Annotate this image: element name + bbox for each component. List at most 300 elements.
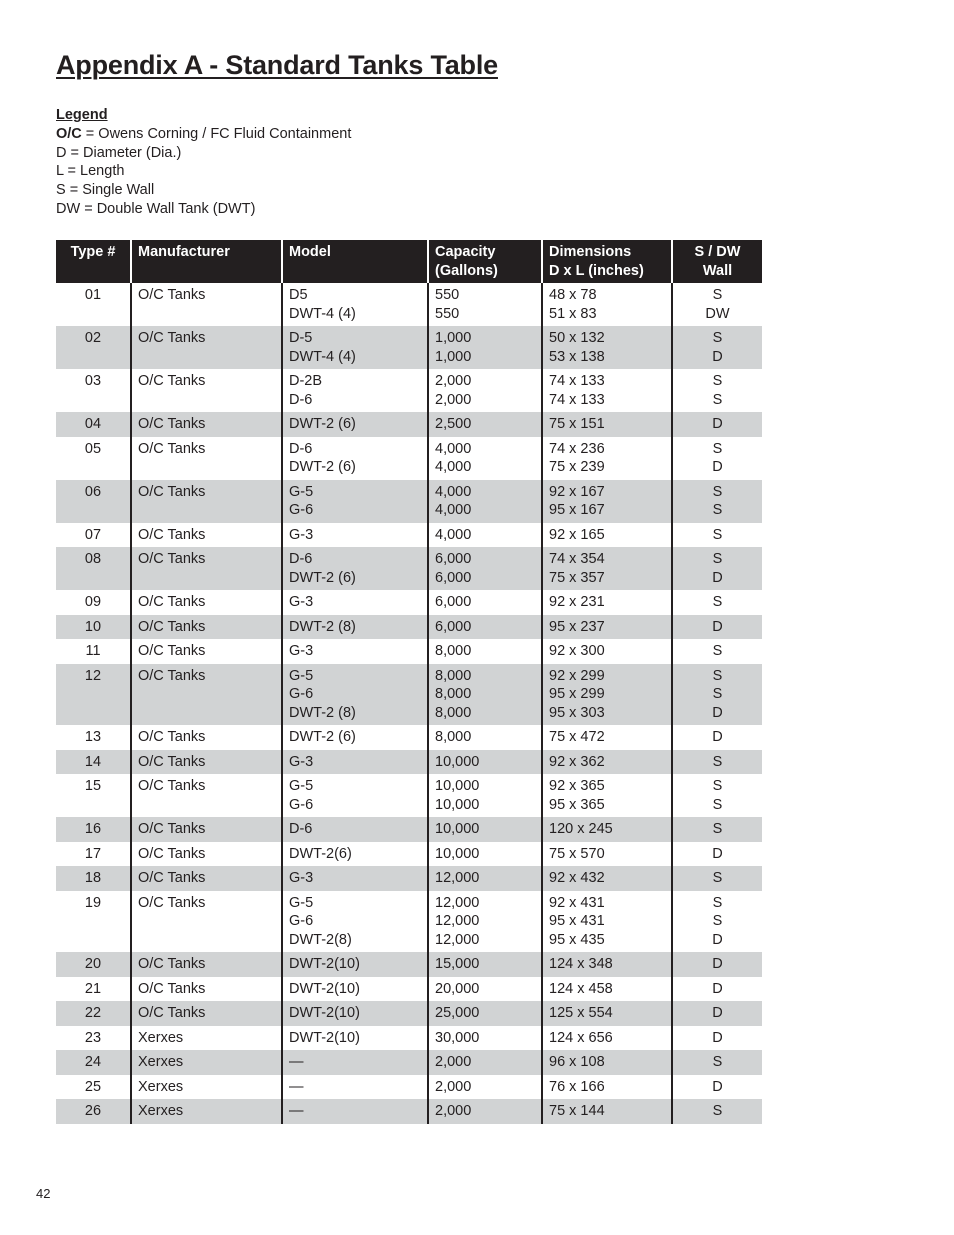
- table-row: [56, 817, 762, 842]
- cell-dimensions-line: 92 x 300: [549, 643, 605, 659]
- header-model: [282, 240, 428, 283]
- cell-manufacturer: O/C Tanks: [131, 866, 282, 891]
- cell-model-line: G-5: [289, 667, 314, 684]
- cell-model: [282, 725, 428, 750]
- header-line: Capacity: [435, 244, 496, 260]
- cell-dimensions-line: 76 x 166: [549, 1078, 605, 1095]
- cell-model: [282, 1026, 428, 1051]
- cell-wall-line: S: [712, 526, 723, 543]
- cell-model-line: —: [289, 1078, 304, 1095]
- cell-dimensions-line: 124 x 348: [549, 956, 613, 972]
- cell-wall: [672, 369, 762, 412]
- header-type: [56, 240, 131, 283]
- cell-model-line: G-3: [289, 643, 314, 659]
- cell-capacity: [428, 523, 542, 548]
- cell-wall-line: S: [712, 330, 723, 346]
- cell-capacity: [428, 977, 542, 1002]
- table-row: [56, 412, 762, 437]
- cell-model: [282, 547, 428, 590]
- cell-capacity-line: 2,000: [435, 1078, 472, 1095]
- cell-manufacturer: Xerxes: [131, 1099, 282, 1124]
- cell-model-line: DWT-4 (4): [289, 305, 356, 322]
- cell-capacity-line: 2,000: [435, 1054, 472, 1070]
- cell-manufacturer: O/C Tanks: [131, 977, 282, 1002]
- cell-capacity-line: 10,000: [435, 796, 480, 813]
- cell-wall-line: S: [712, 502, 723, 518]
- cell-model: [282, 615, 428, 640]
- cell-manufacturer: O/C Tanks: [131, 412, 282, 437]
- cell-wall-line: S: [712, 483, 723, 500]
- cell-dimensions-line: 92 x 167: [549, 483, 605, 500]
- cell-dimensions-line: 92 x 432: [549, 870, 605, 886]
- cell-dimensions-line: 124 x 656: [549, 1029, 613, 1046]
- cell-wall: [672, 437, 762, 480]
- cell-wall: [672, 725, 762, 750]
- cell-dimensions: [542, 774, 672, 817]
- cell-type: 16: [56, 817, 131, 842]
- cell-wall: [672, 1099, 762, 1124]
- cell-wall-line: D: [712, 416, 723, 432]
- cell-wall-line: D: [712, 1078, 723, 1095]
- cell-dimensions-line: 74 x 133: [549, 373, 605, 389]
- cell-capacity-line: 4,000: [435, 440, 472, 457]
- cell-dimensions-line: 95 x 435: [549, 931, 605, 948]
- cell-dimensions-line: 75 x 570: [549, 845, 605, 862]
- cell-dimensions-line: 96 x 108: [549, 1054, 605, 1070]
- cell-capacity-line: 6,000: [435, 551, 472, 567]
- cell-manufacturer: O/C Tanks: [131, 750, 282, 775]
- cell-manufacturer: O/C Tanks: [131, 590, 282, 615]
- table-row: [56, 842, 762, 867]
- cell-wall-line: D: [712, 459, 723, 475]
- cell-capacity-line: 6,000: [435, 594, 472, 610]
- table-row: [56, 1026, 762, 1051]
- cell-wall-line: D: [712, 956, 723, 972]
- cell-type: 21: [84, 980, 102, 997]
- cell-model-line: G-3: [289, 753, 314, 770]
- cell-dimensions: [542, 283, 672, 326]
- cell-wall: [672, 774, 762, 817]
- cell-model-line: G-6: [289, 686, 314, 702]
- cell-wall-line: S: [712, 894, 723, 911]
- cell-model: [282, 283, 428, 326]
- cell-capacity-line: 4,000: [435, 483, 472, 500]
- cell-model-line: DWT-2(10): [289, 1005, 360, 1021]
- cell-type: 05: [84, 440, 102, 457]
- cell-type: 13: [84, 729, 102, 745]
- cell-model-line: DWT-2(10): [289, 956, 360, 972]
- cell-wall-line: S: [712, 440, 723, 457]
- cell-dimensions: [542, 891, 672, 953]
- cell-capacity: [428, 817, 542, 842]
- cell-wall-line: S: [712, 796, 723, 813]
- table-row: [56, 952, 762, 977]
- cell-wall-line: S: [712, 913, 723, 929]
- cell-wall-line: S: [712, 753, 723, 770]
- cell-model-line: G-3: [289, 526, 314, 543]
- cell-manufacturer: O/C Tanks: [131, 326, 282, 369]
- cell-capacity-line: 12,000: [435, 931, 480, 948]
- cell-capacity-line: 550: [435, 305, 460, 322]
- cell-dimensions: [542, 1099, 672, 1124]
- table-row: [56, 369, 762, 412]
- cell-capacity-line: 8,000: [435, 729, 472, 745]
- cell-capacity: [428, 639, 542, 664]
- table-row: [56, 1001, 762, 1026]
- cell-dimensions: [542, 1050, 672, 1075]
- cell-model: [282, 1001, 428, 1026]
- cell-model: [282, 590, 428, 615]
- cell-manufacturer: O/C Tanks: [131, 774, 282, 817]
- cell-model-line: DWT-4 (4): [289, 348, 356, 365]
- cell-wall-line: S: [712, 686, 723, 702]
- cell-wall-line: D: [712, 618, 723, 635]
- cell-wall: [672, 1001, 762, 1026]
- cell-dimensions: [542, 1001, 672, 1026]
- cell-manufacturer: Xerxes: [131, 1075, 282, 1100]
- cell-type: 18: [56, 866, 131, 891]
- cell-wall: [672, 1050, 762, 1075]
- cell-manufacturer: O/C Tanks: [131, 369, 282, 412]
- cell-capacity-line: 10,000: [435, 845, 480, 862]
- page-number: 42: [36, 1186, 51, 1201]
- cell-dimensions-line: 75 x 357: [549, 569, 605, 586]
- cell-wall-line: S: [712, 287, 723, 303]
- cell-capacity-line: 8,000: [435, 704, 472, 721]
- table-row: [56, 977, 762, 1002]
- cell-dimensions: [542, 326, 672, 369]
- cell-dimensions: [542, 664, 672, 726]
- cell-capacity: [428, 547, 542, 590]
- cell-type: 22: [56, 1001, 131, 1026]
- cell-model: [282, 977, 428, 1002]
- cell-manufacturer: O/C Tanks: [131, 283, 282, 326]
- cell-dimensions: [542, 952, 672, 977]
- cell-manufacturer: O/C Tanks: [131, 523, 282, 548]
- cell-capacity: [428, 283, 542, 326]
- cell-model: [282, 412, 428, 437]
- cell-wall: [672, 326, 762, 369]
- cell-model-line: D5: [289, 287, 308, 303]
- cell-wall-line: D: [712, 845, 723, 862]
- cell-dimensions: [542, 817, 672, 842]
- cell-capacity-line: 8,000: [435, 686, 472, 702]
- cell-wall-line: S: [712, 1103, 723, 1119]
- cell-type: 15: [84, 778, 102, 794]
- cell-wall: [672, 523, 762, 548]
- cell-capacity-line: 8,000: [435, 667, 472, 684]
- cell-manufacturer: O/C Tanks: [131, 437, 282, 480]
- cell-wall: [672, 283, 762, 326]
- cell-manufacturer: Xerxes: [131, 1050, 282, 1075]
- cell-manufacturer: O/C Tanks: [131, 615, 282, 640]
- cell-dimensions-line: 92 x 431: [549, 894, 605, 911]
- cell-model-line: DWT-2 (8): [289, 618, 356, 635]
- cell-capacity: [428, 774, 542, 817]
- cell-capacity: [428, 412, 542, 437]
- cell-model-line: D-2B: [289, 373, 323, 389]
- cell-dimensions-line: 75 x 472: [549, 729, 605, 745]
- cell-dimensions-line: 75 x 151: [549, 416, 605, 432]
- cell-manufacturer: O/C Tanks: [131, 547, 282, 590]
- cell-capacity-line: 30,000: [435, 1029, 480, 1046]
- cell-type: 26: [56, 1099, 131, 1124]
- cell-wall: [672, 750, 762, 775]
- cell-dimensions-line: 124 x 458: [549, 980, 613, 997]
- cell-dimensions-line: 50 x 132: [549, 330, 605, 346]
- legend-definition: = Diameter (Dia.): [66, 144, 182, 161]
- table-row: [56, 866, 762, 891]
- legend: [56, 106, 351, 219]
- cell-model: [282, 326, 428, 369]
- cell-wall: [672, 1026, 762, 1051]
- cell-capacity-line: 6,000: [435, 569, 472, 586]
- cell-capacity: [428, 1026, 542, 1051]
- cell-wall: [672, 952, 762, 977]
- cell-capacity: [428, 891, 542, 953]
- cell-type: 11: [85, 643, 101, 659]
- cell-manufacturer: O/C Tanks: [131, 891, 282, 953]
- cell-capacity-line: 2,000: [435, 1103, 472, 1119]
- cell-capacity-line: 10,000: [435, 778, 480, 794]
- cell-dimensions-line: 92 x 362: [549, 753, 605, 770]
- header-line: (Gallons): [435, 262, 498, 279]
- cell-dimensions: [542, 1026, 672, 1051]
- cell-wall-line: D: [712, 569, 723, 586]
- cell-dimensions-line: 95 x 365: [549, 796, 605, 813]
- cell-dimensions: [542, 523, 672, 548]
- cell-dimensions-line: 74 x 354: [549, 551, 605, 567]
- cell-model-line: G-3: [289, 594, 314, 610]
- header-line: Type #: [70, 244, 116, 260]
- cell-manufacturer: O/C Tanks: [131, 664, 282, 726]
- legend-item-d: [56, 144, 351, 163]
- cell-type: 23: [84, 1029, 102, 1046]
- cell-manufacturer: O/C Tanks: [131, 1001, 282, 1026]
- table-row: [56, 725, 762, 750]
- table-row: [56, 639, 762, 664]
- cell-model: [282, 1075, 428, 1100]
- cell-wall-line: S: [712, 594, 723, 610]
- cell-dimensions-line: 95 x 431: [549, 913, 605, 929]
- cell-capacity-line: 1,000: [435, 330, 472, 346]
- cell-capacity: [428, 664, 542, 726]
- cell-capacity-line: 2,000: [435, 391, 472, 408]
- cell-capacity-line: 4,000: [435, 502, 472, 518]
- cell-wall-line: S: [712, 778, 723, 794]
- cell-wall-line: D: [712, 980, 723, 997]
- legend-definition: = Length: [63, 163, 125, 180]
- cell-capacity: [428, 326, 542, 369]
- cell-model: [282, 369, 428, 412]
- cell-model-line: D-6: [289, 391, 313, 408]
- cell-type: 09: [84, 594, 102, 610]
- table-body: [56, 283, 762, 1124]
- cell-wall: [672, 615, 762, 640]
- cell-wall-line: S: [712, 667, 723, 684]
- header-row: [56, 240, 762, 283]
- cell-dimensions-line: 75 x 239: [549, 459, 605, 475]
- cell-wall: [672, 480, 762, 523]
- cell-model: [282, 1099, 428, 1124]
- legend-term: DW: [56, 200, 81, 217]
- cell-wall-line: S: [712, 870, 723, 886]
- legend-item-l: [56, 162, 351, 181]
- cell-manufacturer: O/C Tanks: [131, 817, 282, 842]
- cell-type: 01: [84, 287, 102, 303]
- cell-manufacturer: O/C Tanks: [131, 725, 282, 750]
- header-wall: [672, 240, 762, 283]
- cell-type: 12: [56, 664, 131, 726]
- legend-item-oc: [56, 125, 351, 144]
- cell-model: [282, 480, 428, 523]
- cell-type: 20: [56, 952, 131, 977]
- cell-type: 19: [84, 894, 102, 911]
- table-row: [56, 774, 762, 817]
- table-row: [56, 547, 762, 590]
- cell-model: [282, 891, 428, 953]
- table-row: [56, 523, 762, 548]
- cell-wall-line: D: [712, 348, 723, 365]
- legend-term: O/C: [56, 125, 82, 142]
- cell-dimensions-line: 53 x 138: [549, 348, 605, 365]
- cell-wall-line: S: [712, 391, 723, 408]
- cell-dimensions: [542, 750, 672, 775]
- cell-dimensions: [542, 639, 672, 664]
- cell-model-line: G-6: [289, 502, 314, 518]
- legend-item-dw: [56, 200, 351, 219]
- cell-wall: [672, 664, 762, 726]
- cell-capacity-line: 10,000: [435, 753, 480, 770]
- cell-model-line: DWT-2 (6): [289, 569, 356, 586]
- cell-capacity-line: 2,500: [435, 416, 472, 432]
- cell-model-line: —: [289, 1054, 304, 1070]
- cell-dimensions-line: 125 x 554: [549, 1005, 613, 1021]
- cell-dimensions: [542, 725, 672, 750]
- cell-type: 07: [84, 526, 102, 543]
- cell-dimensions-line: 74 x 236: [549, 440, 605, 457]
- header-line: Manufacturer: [138, 244, 230, 260]
- cell-capacity-line: 25,000: [435, 1005, 480, 1021]
- cell-model: [282, 842, 428, 867]
- cell-capacity: [428, 1050, 542, 1075]
- cell-model: [282, 639, 428, 664]
- cell-dimensions-line: 92 x 365: [549, 778, 605, 794]
- table-row: [56, 326, 762, 369]
- legend-item-s: [56, 181, 351, 200]
- cell-capacity: [428, 866, 542, 891]
- cell-model: [282, 774, 428, 817]
- cell-dimensions: [542, 977, 672, 1002]
- cell-model: [282, 1050, 428, 1075]
- cell-dimensions: [542, 1075, 672, 1100]
- table-row: [56, 1099, 762, 1124]
- cell-manufacturer: O/C Tanks: [131, 952, 282, 977]
- legend-definition: = Owens Corning / FC Fluid Containment: [81, 125, 352, 142]
- cell-model-line: D-5: [289, 330, 313, 346]
- cell-manufacturer: O/C Tanks: [131, 842, 282, 867]
- cell-wall-line: S: [712, 373, 723, 389]
- cell-type: 06: [56, 480, 131, 523]
- cell-dimensions-line: 92 x 299: [549, 667, 605, 684]
- cell-wall-line: S: [712, 551, 723, 567]
- cell-type: 14: [56, 750, 131, 775]
- cell-dimensions-line: 92 x 165: [549, 526, 605, 543]
- table-row: [56, 283, 762, 326]
- cell-capacity: [428, 952, 542, 977]
- cell-model-line: DWT-2(10): [289, 1029, 360, 1046]
- header-dimensions: [542, 240, 672, 283]
- cell-wall-line: S: [712, 643, 723, 659]
- cell-capacity-line: 4,000: [435, 526, 472, 543]
- cell-wall: [672, 639, 762, 664]
- table-row: [56, 437, 762, 480]
- cell-capacity-line: 12,000: [435, 913, 480, 929]
- cell-type: 24: [56, 1050, 131, 1075]
- cell-model: [282, 952, 428, 977]
- cell-wall-line: DW: [705, 305, 730, 322]
- cell-wall-line: S: [712, 821, 723, 837]
- cell-dimensions-line: 75 x 144: [549, 1103, 605, 1119]
- cell-type: 02: [56, 326, 131, 369]
- cell-model-line: DWT-2(10): [289, 980, 360, 997]
- cell-capacity-line: 12,000: [435, 870, 480, 886]
- header-line: Wall: [702, 262, 733, 279]
- cell-dimensions: [542, 547, 672, 590]
- cell-wall: [672, 977, 762, 1002]
- cell-dimensions: [542, 480, 672, 523]
- cell-dimensions-line: 95 x 167: [549, 502, 605, 518]
- cell-model-line: DWT-2(6): [289, 845, 352, 862]
- cell-model: [282, 866, 428, 891]
- cell-capacity: [428, 1075, 542, 1100]
- cell-capacity: [428, 369, 542, 412]
- cell-model-line: G-6: [289, 913, 314, 929]
- cell-model-line: DWT-2 (8): [289, 704, 356, 721]
- cell-wall: [672, 842, 762, 867]
- cell-model-line: G-5: [289, 483, 314, 500]
- cell-model: [282, 523, 428, 548]
- cell-model-line: DWT-2 (6): [289, 416, 356, 432]
- cell-wall-line: D: [712, 704, 723, 721]
- cell-capacity-line: 15,000: [435, 956, 480, 972]
- cell-dimensions-line: 95 x 237: [549, 618, 605, 635]
- cell-type: 04: [56, 412, 131, 437]
- cell-wall: [672, 1075, 762, 1100]
- cell-type: 17: [84, 845, 102, 862]
- legend-term: S: [56, 182, 66, 199]
- cell-model-line: D-6: [289, 821, 313, 837]
- cell-model-line: D-6: [289, 440, 313, 457]
- cell-wall: [672, 412, 762, 437]
- cell-wall-line: D: [712, 1005, 723, 1021]
- cell-model-line: D-6: [289, 551, 313, 567]
- cell-model-line: G-5: [289, 894, 314, 911]
- cell-dimensions: [542, 437, 672, 480]
- cell-model-line: G-5: [289, 778, 314, 794]
- legend-definition: = Double Wall Tank (DWT): [80, 200, 256, 217]
- table-row: [56, 664, 762, 726]
- cell-dimensions-line: 51 x 83: [549, 305, 597, 322]
- cell-manufacturer: O/C Tanks: [131, 480, 282, 523]
- cell-wall-line: S: [712, 1054, 723, 1070]
- standard-tanks-table: [56, 240, 762, 1124]
- header-line: Model: [289, 244, 331, 260]
- cell-wall: [672, 866, 762, 891]
- cell-wall: [672, 590, 762, 615]
- cell-dimensions: [542, 866, 672, 891]
- cell-dimensions: [542, 615, 672, 640]
